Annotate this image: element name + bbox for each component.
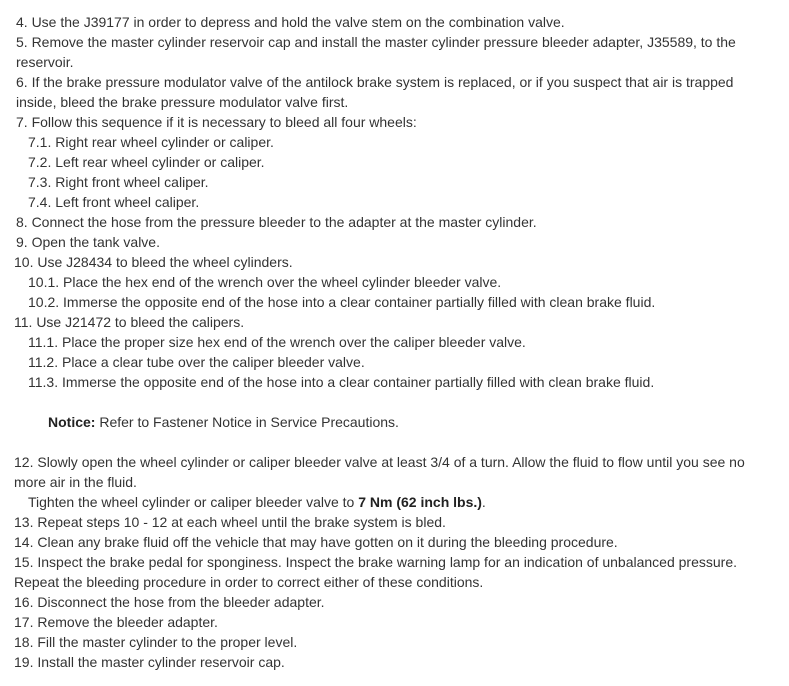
step-12: 12. Slowly open the wheel cylinder or caliper bleeder valve at least 3/4 of a turn. Allow the fluid to flow until you see no more air in the fluid. bbox=[14, 454, 745, 490]
step-16: 16. Disconnect the hose from the bleeder adapter. bbox=[14, 594, 325, 610]
step-10-1: 10.1. Place the hex end of the wrench over the wheel cylinder bleeder valve. bbox=[28, 274, 502, 290]
step-5: 5. Remove the master cylinder reservoir cap and install the master cylinder pressure bleeder adapter, J35589, to the reservoir. bbox=[16, 34, 736, 70]
step-14: 14. Clean any brake fluid off the vehicle that may have gotten on it during the bleeding procedure. bbox=[14, 534, 618, 550]
step-7-3: 7.3. Right front wheel caliper. bbox=[28, 174, 209, 190]
step-7-2: 7.2. Left rear wheel cylinder or caliper. bbox=[28, 154, 265, 170]
step-11-1: 11.1. Place the proper size hex end of the wrench over the caliper bleeder valve. bbox=[28, 334, 526, 350]
step-10: 10. Use J28434 to bleed the wheel cylinders. bbox=[14, 254, 293, 270]
tighten-end: . bbox=[481, 494, 486, 510]
step-11-3: 11.3. Immerse the opposite end of the hose into a clear container partially filled with clean brake fluid. bbox=[28, 374, 655, 390]
step-7-4: 7.4. Left front wheel caliper. bbox=[28, 194, 200, 210]
step-13: 13. Repeat steps 10 - 12 at each wheel until the brake system is bled. bbox=[14, 514, 446, 530]
step-8: 8. Connect the hose from the pressure bleeder to the adapter at the master cylinder. bbox=[16, 214, 537, 230]
step-17: 17. Remove the bleeder adapter. bbox=[14, 614, 218, 630]
torque-value: 7 Nm (62 inch lbs.) bbox=[358, 494, 482, 510]
step-6: 6. If the brake pressure modulator valve of the antilock brake system is replaced, or if you suspect that air is trapped inside, bleed the brake pressure modulator valve first. bbox=[16, 74, 734, 110]
step-7-1: 7.1. Right rear wheel cylinder or caliper. bbox=[28, 134, 274, 150]
step-4: 4. Use the J39177 in order to depress and hold the valve stem on the combination valve. bbox=[16, 14, 565, 30]
step-18: 18. Fill the master cylinder to the proper level. bbox=[14, 634, 298, 650]
tighten-text: Tighten the wheel cylinder or caliper bleeder valve to bbox=[28, 494, 359, 510]
step-11-2: 11.2. Place a clear tube over the caliper bleeder valve. bbox=[28, 354, 365, 370]
step-11: 11. Use J21472 to bleed the calipers. bbox=[14, 314, 245, 330]
notice bbox=[14, 412, 774, 432]
step-10-2: 10.2. Immerse the opposite end of the hose into a clear container partially filled with clean brake fluid. bbox=[28, 294, 656, 310]
notice-label: Notice: bbox=[48, 414, 96, 430]
notice-text: Refer to Fastener Notice in Service Precautions. bbox=[95, 414, 399, 430]
step-9: 9. Open the tank valve. bbox=[16, 234, 160, 250]
step-7: 7. Follow this sequence if it is necessary to bleed all four wheels: bbox=[16, 114, 417, 130]
tighten-instruction bbox=[14, 492, 774, 512]
step-15: 15. Inspect the brake pedal for sponginess. Inspect the brake warning lamp for an indication of unbalanced pressure. Repeat the bleeding procedure in order to correct either of these conditions. bbox=[14, 554, 738, 590]
step-19: 19. Install the master cylinder reservoir cap. bbox=[14, 654, 285, 670]
